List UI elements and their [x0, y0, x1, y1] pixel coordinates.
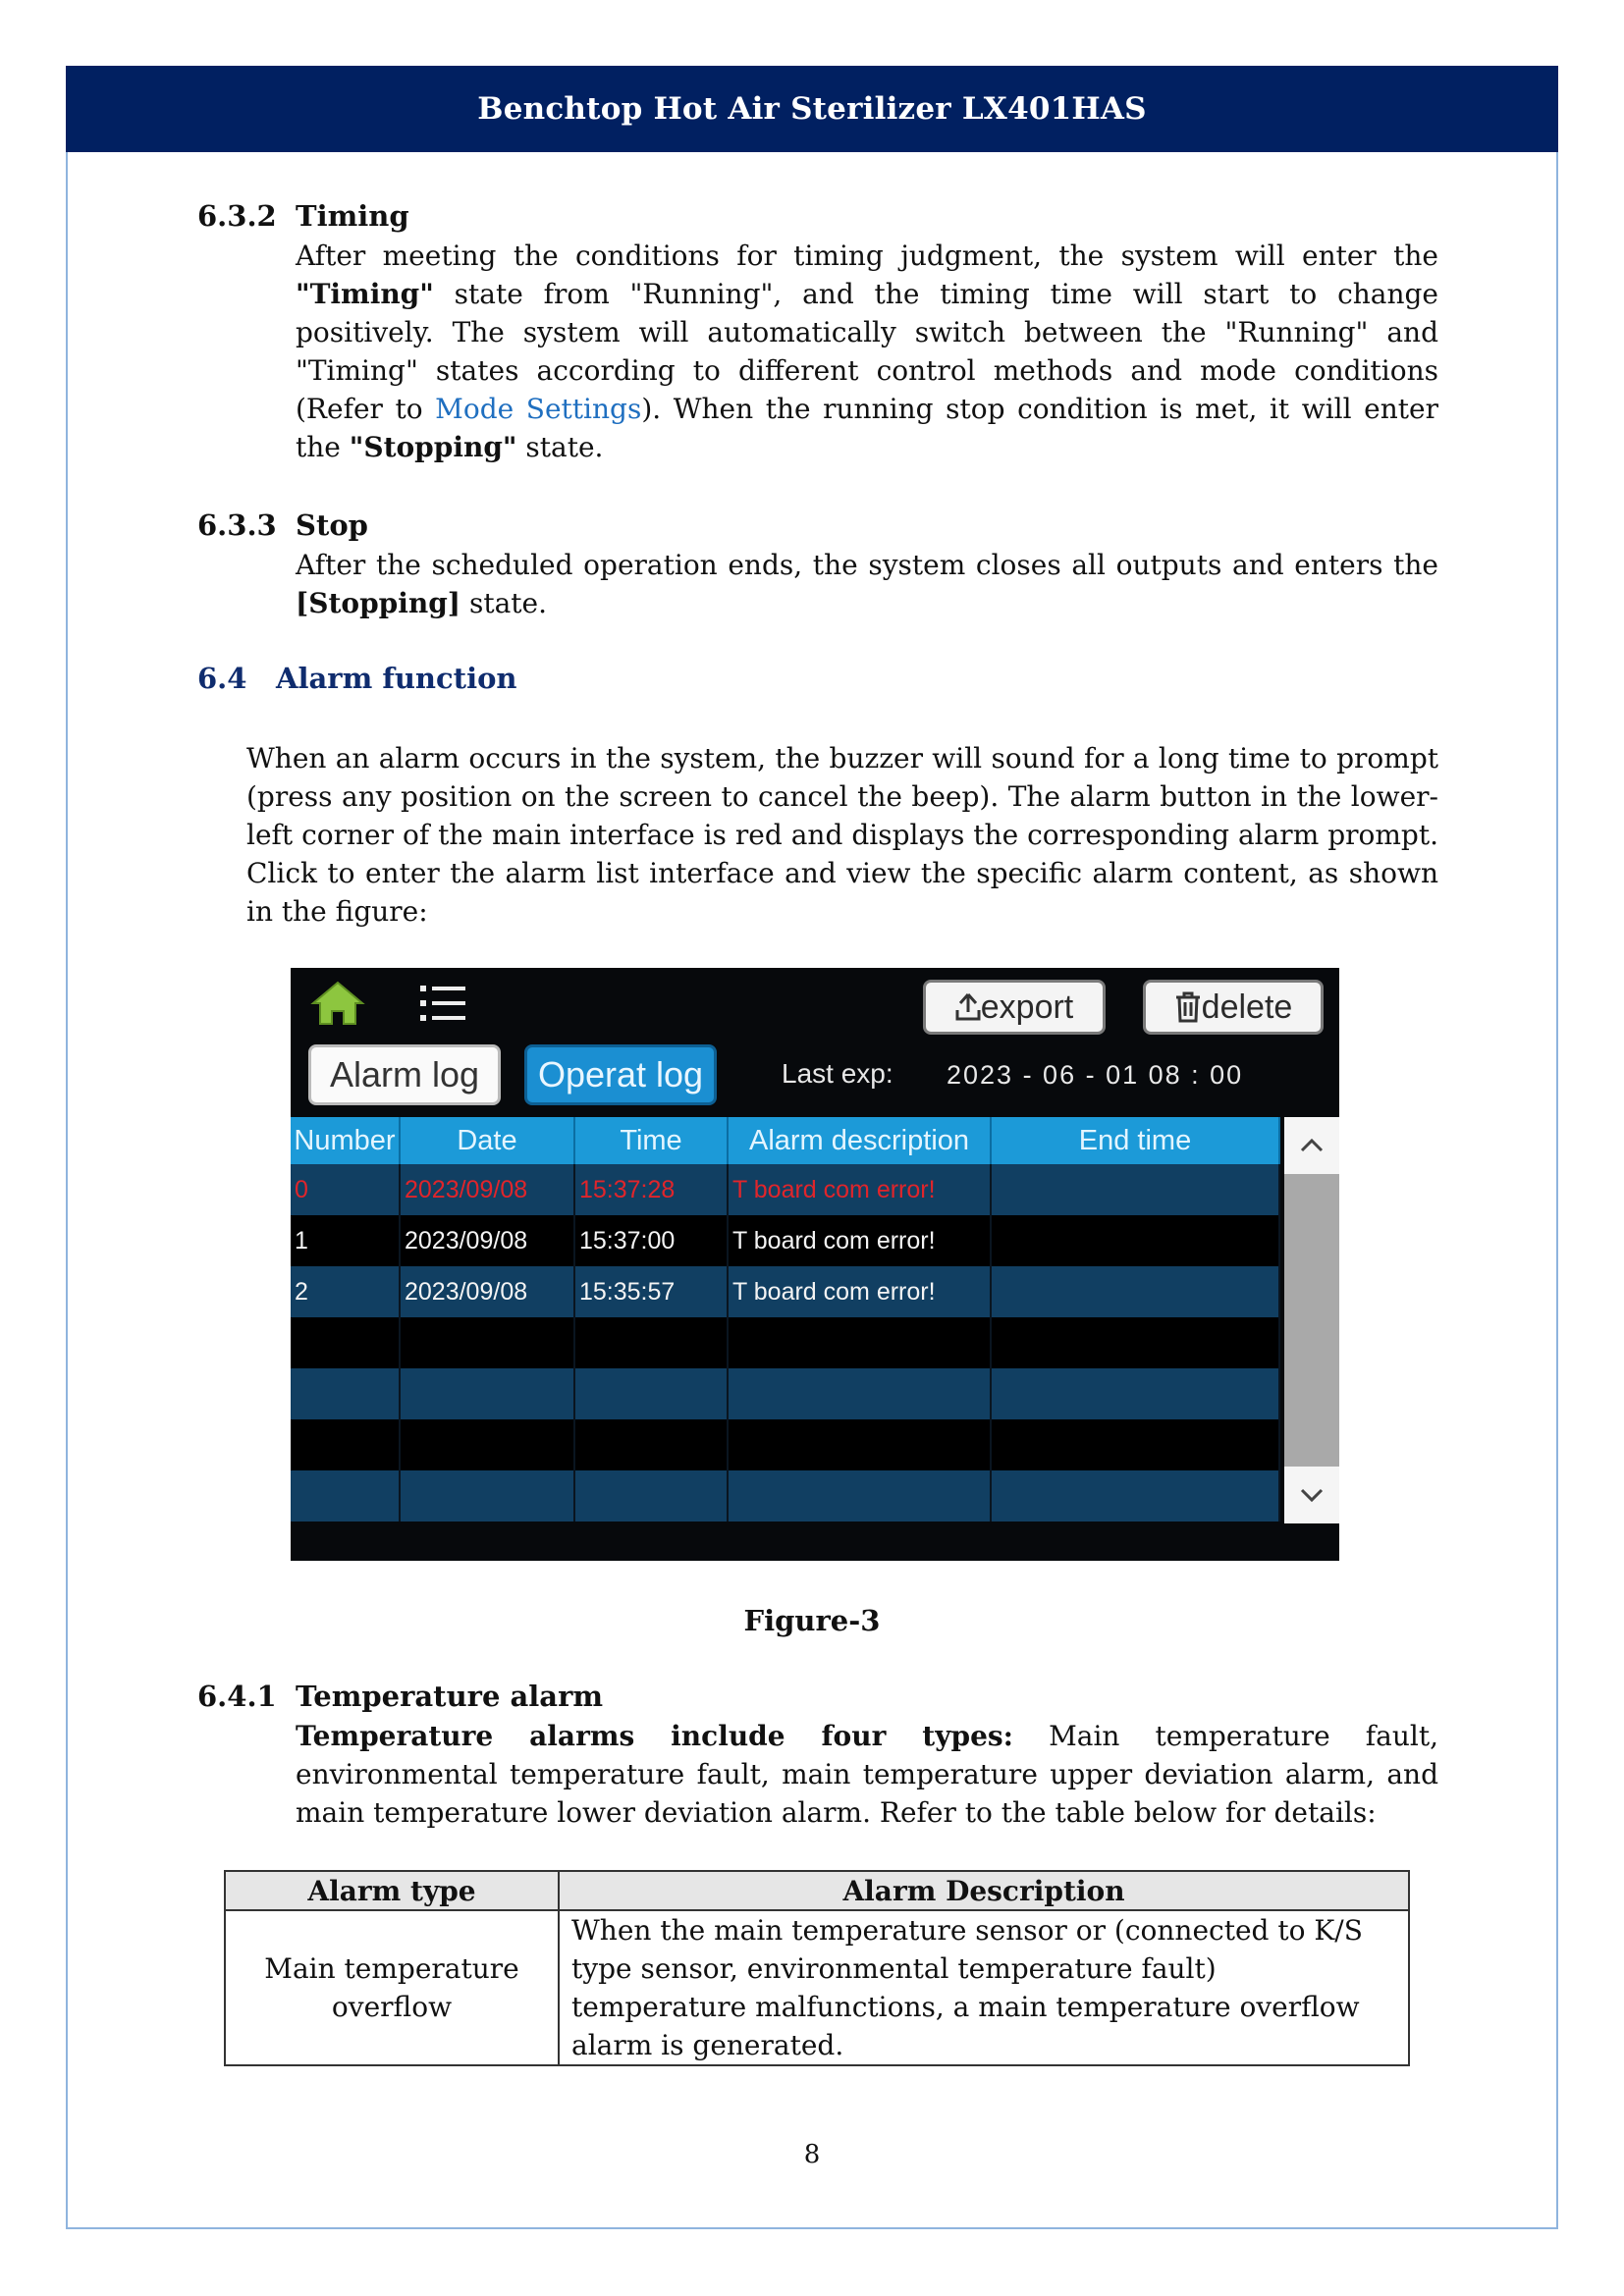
- table-row[interactable]: 2 2023/09/08 15:35:57 T board com error!: [291, 1266, 1280, 1317]
- scroll-down-button[interactable]: [1284, 1467, 1339, 1523]
- column-header-number[interactable]: Number: [291, 1117, 401, 1164]
- section-number: 6.3.3: [197, 508, 277, 542]
- column-header-date[interactable]: Date: [401, 1117, 575, 1164]
- table-row[interactable]: [291, 1317, 1280, 1368]
- section-title: Temperature alarm: [296, 1680, 604, 1713]
- table-row[interactable]: [291, 1419, 1280, 1470]
- section-6-3-2-body: After meeting the conditions for timing judgment, the system will enter the "Timing" state from "Running", and the timing time will start to change positively. The system will automatically switch between the "Running" and "Timing" states according to different control methods and mode conditions (Refer to Mode Settings). When the running stop condition is met, it will enter the "Stopping" state.: [296, 240, 1438, 463]
- column-header-alarm-description[interactable]: Alarm description: [729, 1117, 992, 1164]
- table-row[interactable]: [291, 1470, 1280, 1522]
- column-header-end-time[interactable]: End time: [992, 1117, 1280, 1164]
- section-6-4-1-body: Temperature alarms include four types: Main temperature fault, environmental temperature fault, main temperature upper deviation alarm, and main temperature lower deviation alarm. Refer to the table below for details:: [296, 1720, 1438, 1829]
- home-icon[interactable]: [310, 980, 365, 1027]
- header-alarm-description: Alarm Description: [559, 1871, 1409, 1910]
- bold-timing: "Timing": [296, 278, 434, 310]
- page-header: Benchtop Hot Air Sterilizer LX401HAS: [66, 66, 1558, 152]
- section-6-4-body: When an alarm occurs in the system, the buzzer will sound for a long time to prompt (press any position on the screen to cancel the beep). The alarm button in the lower-left corner of the main interface is red and displays the corresponding alarm prompt. Click to enter the alarm list interface and view the specific alarm content, as shown in the figure:: [246, 742, 1438, 928]
- section-title: Stop: [296, 508, 368, 542]
- section-6-3-3-body: After the scheduled operation ends, the system closes all outputs and enters the [Stopping] state.: [296, 549, 1438, 619]
- delete-label: delete: [1201, 988, 1293, 1026]
- page-number: 8: [803, 2140, 821, 2169]
- table-row: [225, 1910, 1409, 2065]
- column-header-time[interactable]: Time: [575, 1117, 729, 1164]
- table-row[interactable]: 0 2023/09/08 15:37:28 T board com error!: [291, 1164, 1280, 1215]
- upload-icon: [955, 992, 981, 1022]
- table-row[interactable]: [291, 1368, 1280, 1419]
- bold-stopping-state: [Stopping]: [296, 587, 461, 619]
- scroll-up-button[interactable]: [1284, 1117, 1339, 1174]
- alarm-list-screenshot: [291, 968, 1339, 1561]
- tab-operat-log[interactable]: Operat log: [524, 1044, 717, 1105]
- chevron-down-icon: [1299, 1487, 1325, 1503]
- section-title: Alarm function: [276, 662, 517, 695]
- figure-caption: Figure-3: [743, 1604, 881, 1637]
- export-button[interactable]: [923, 980, 1106, 1035]
- section-number: 6.4.1: [197, 1680, 277, 1713]
- section-6-4-1-heading: [197, 1680, 603, 1713]
- delete-button[interactable]: [1143, 980, 1324, 1035]
- bold-stopping: "Stopping": [349, 431, 517, 463]
- table-scrollbar[interactable]: [1284, 1117, 1339, 1523]
- last-export-value: 2023 - 06 - 01 08 : 00: [947, 1060, 1244, 1090]
- section-6-3-3-heading: [197, 508, 368, 542]
- alarm-type-cell: Main temperature overflow: [225, 1910, 559, 2065]
- mode-settings-link[interactable]: Mode Settings: [435, 393, 642, 425]
- section-6-3-2-heading: [197, 199, 409, 233]
- section-number: 6.4: [197, 662, 247, 695]
- last-export-label: Last exp:: [782, 1058, 893, 1089]
- chevron-up-icon: [1299, 1138, 1325, 1153]
- section-title: Timing: [296, 199, 409, 233]
- section-number: 6.3.2: [197, 199, 277, 233]
- section-6-4-heading: [197, 662, 517, 695]
- alarm-description-cell: When the main temperature sensor or (connected to K/S type sensor, environmental temperature fault) temperature malfunctions, a main temperature overflow alarm is generated.: [559, 1910, 1409, 2065]
- trash-icon: [1174, 991, 1202, 1023]
- table-row[interactable]: 1 2023/09/08 15:37:00 T board com error!: [291, 1215, 1280, 1266]
- alarm-table-header: [291, 1117, 1280, 1164]
- header-alarm-type: Alarm type: [225, 1871, 559, 1910]
- list-menu-icon[interactable]: [418, 982, 467, 1025]
- bold-lead: Temperature alarms include four types:: [296, 1720, 1013, 1752]
- tab-alarm-log[interactable]: Alarm log: [308, 1044, 501, 1105]
- alarm-type-table: [224, 1870, 1410, 2066]
- export-label: export: [980, 988, 1074, 1026]
- alarm-table-body: [291, 1164, 1280, 1522]
